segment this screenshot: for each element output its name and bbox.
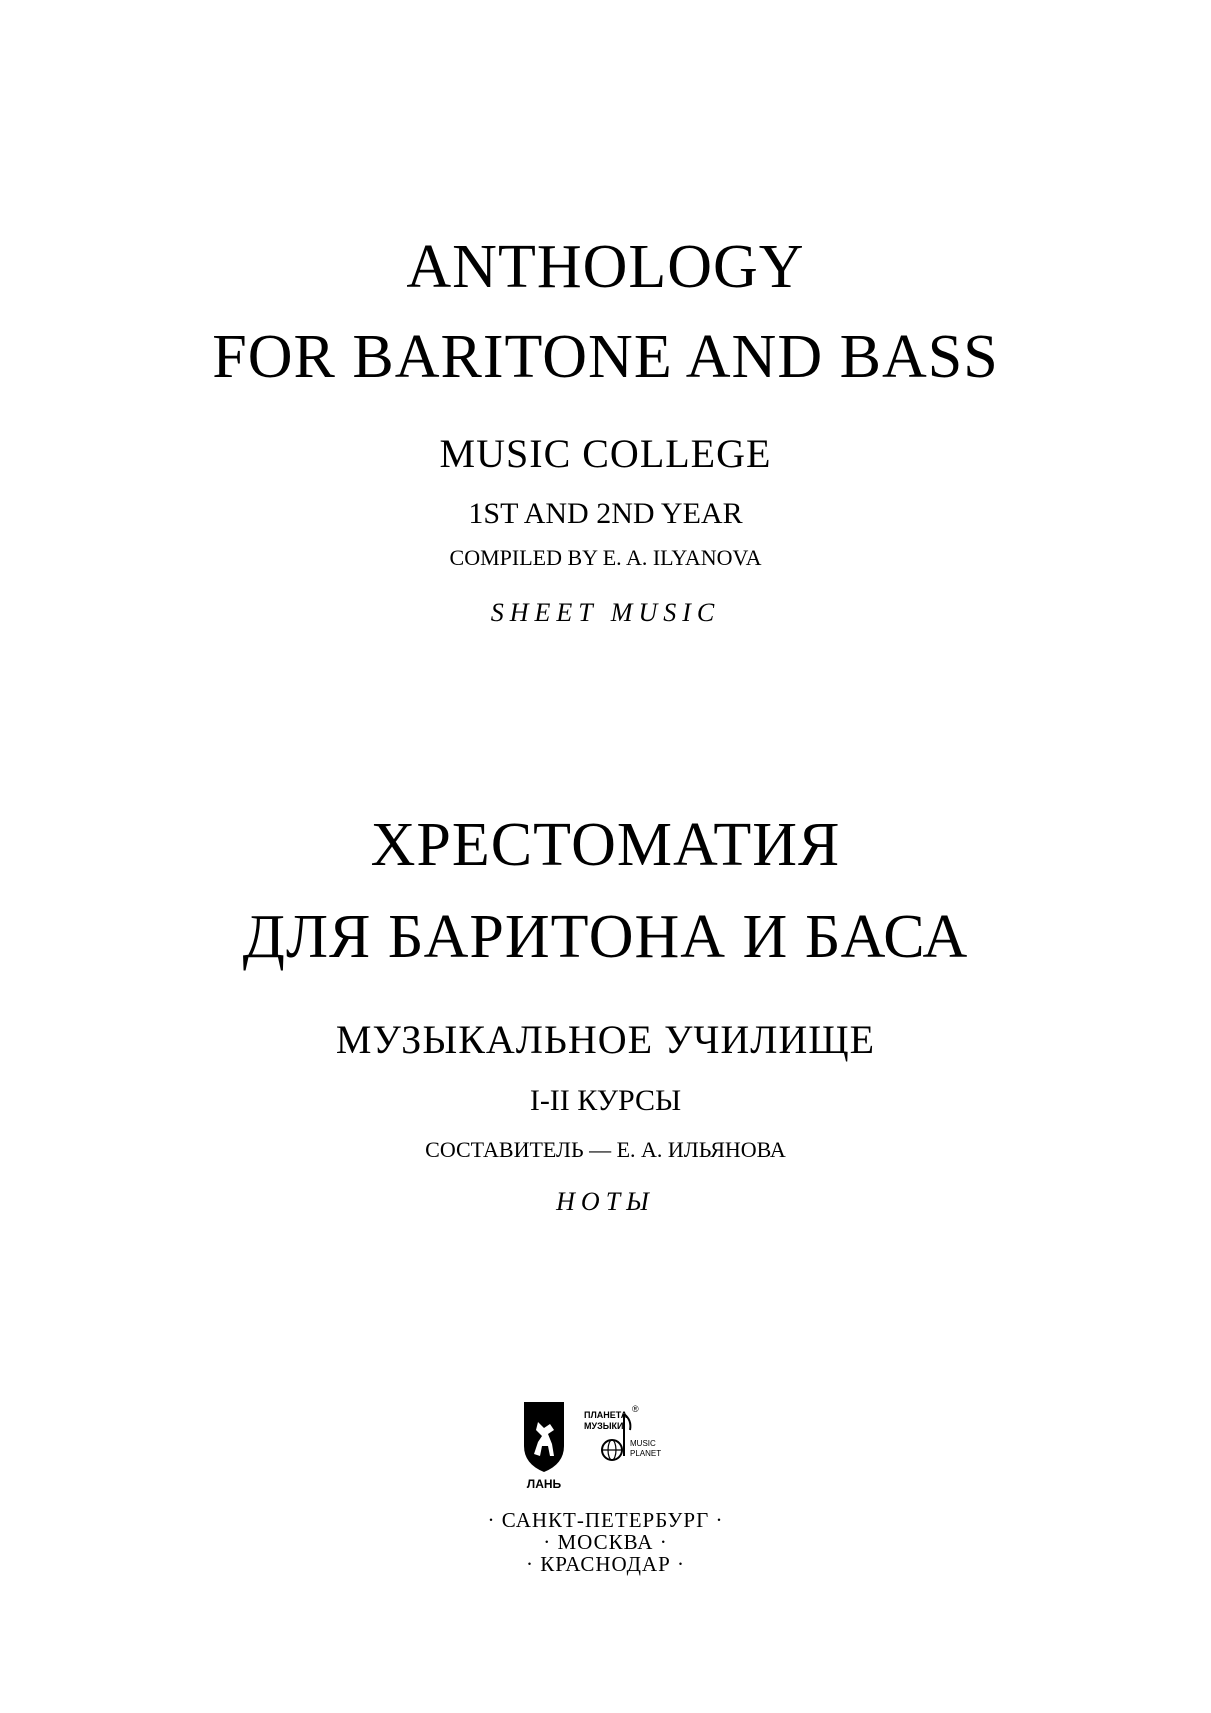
- english-title-line-2: FOR BARITONE AND BASS: [212, 323, 999, 391]
- russian-kind: НОТЫ: [556, 1187, 655, 1216]
- registered-mark: ®: [632, 1404, 639, 1414]
- russian-title-line-2: ДЛЯ БАРИТОНА И БАСА: [242, 903, 969, 971]
- russian-year: I-II КУРСЫ: [529, 1084, 682, 1117]
- publisher-logo: [520, 1400, 680, 1492]
- english-compiler: COMPILED BY E. A. ILYANOVA: [449, 545, 762, 570]
- russian-title-line-1: ХРЕСТОМАТИЯ: [370, 811, 841, 879]
- english-year: 1ST AND 2ND YEAR: [468, 497, 743, 530]
- imprint-ru-line-1: ПЛАНЕТА: [584, 1410, 628, 1420]
- english-title-line-1: ANTHOLOGY: [406, 233, 805, 301]
- lan-logo-text: ЛАНЬ: [526, 1477, 562, 1491]
- russian-compiler: СОСТАВИТЕЛЬ — Е. А. ИЛЬЯНОВА: [425, 1137, 786, 1162]
- city-line-2: · МОСКВА ·: [543, 1530, 668, 1554]
- english-kind: SHEET MUSIC: [490, 598, 721, 627]
- imprint-ru-line-2: МУЗЫКИ: [584, 1421, 624, 1431]
- city-line-3: · КРАСНОДАР ·: [525, 1552, 686, 1576]
- lan-deer-logo-icon: [524, 1402, 564, 1472]
- imprint-en-line-1: MUSIC: [630, 1439, 656, 1448]
- city-line-1: · САНКТ-ПЕТЕРБУРГ ·: [487, 1508, 724, 1532]
- english-institution: MUSIC COLLEGE: [439, 431, 772, 476]
- imprint-en-line-2: PLANET: [630, 1449, 662, 1458]
- russian-institution: МУЗЫКАЛЬНОЕ УЧИЛИЩЕ: [335, 1017, 876, 1062]
